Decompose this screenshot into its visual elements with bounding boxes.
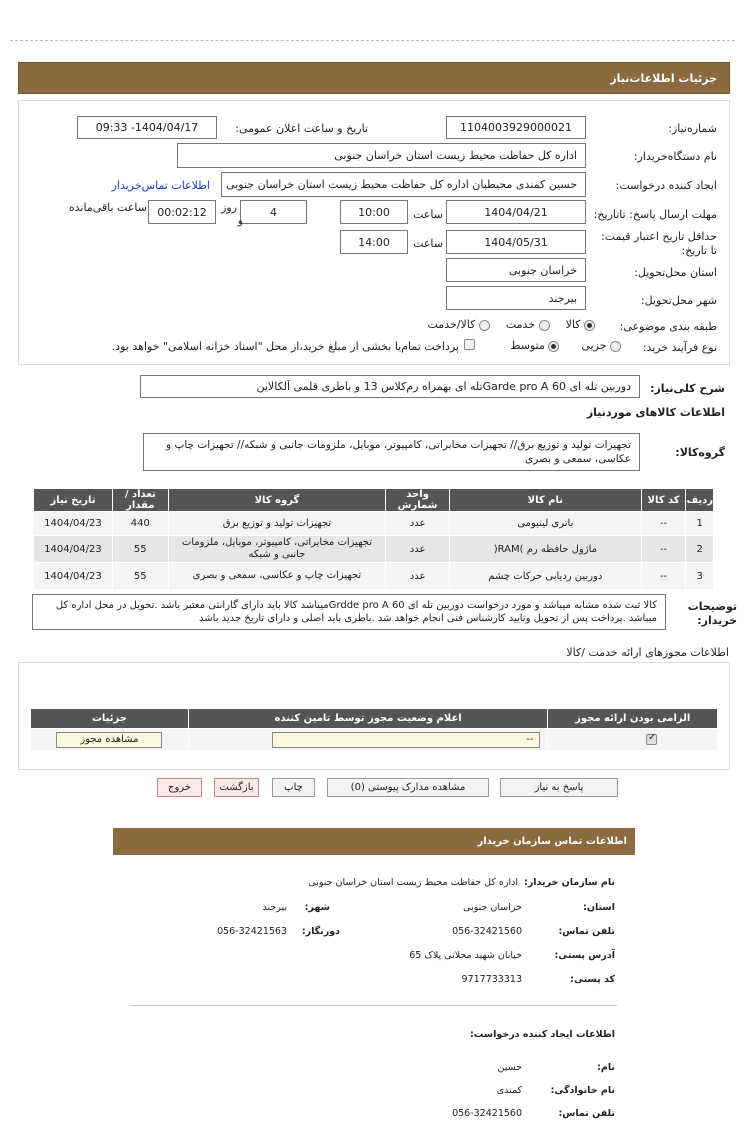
contact-phone-value-wrap (452, 926, 522, 937)
cell: 440 (112, 512, 168, 536)
cell: باتری لیتیومی (450, 512, 642, 536)
cell: -- (641, 512, 686, 536)
goods-table (33, 488, 714, 590)
col-header: ردیف (686, 489, 714, 512)
cell: تجهیزات مخابراتی، کامپیوتر، موبایل، ملزومات جانبی و شبکه (168, 536, 386, 563)
cell: دوربین ردیابی حرکات چشم (450, 563, 642, 590)
creator-family-label-wrap (551, 1085, 615, 1096)
validity-time-label: ساعت (413, 237, 443, 250)
creator-phone-value: 056-32421560 (452, 1108, 522, 1119)
cell: 1404/04/23 (34, 563, 113, 590)
goods-section-title: اطلاعات کالاهای موردنیاز (586, 406, 725, 419)
goods-group-field: تجهیزات تولید و توزیع برق// تجهیزات مخابراتی، کامپیوتر، موبایل، ملزومات جانبی و شبکه// تجهیزات چاپ و عکاسی، سمعی و بصری (143, 433, 640, 471)
cell: -- (641, 536, 686, 563)
contact-postal-label: کد پستی: (570, 974, 615, 985)
process-label: نوع فرآیند خرید: (642, 341, 717, 354)
contact-phone-label: تلفن تماس: (558, 926, 615, 937)
status-cell (188, 729, 548, 751)
contact-header-bar (113, 828, 635, 855)
deadline-time-field: 10:00 (340, 200, 408, 224)
back-button[interactable]: بازگشت (214, 778, 259, 797)
contact-address-value-wrap (409, 950, 522, 961)
contact-province-value-wrap (463, 902, 522, 913)
deadline-label: مهلت ارسال پاسخ: تاتاریخ: (593, 208, 717, 221)
creator-title: اطلاعات ایجاد کننده درخواست: (469, 1029, 615, 1040)
reply-button[interactable]: پاسخ به نیاز (500, 778, 618, 797)
contact-fax-label: دورنگار: (301, 926, 340, 937)
validity-label: حداقل تاریخ اعتبار قیمت: تا تاریخ: (601, 230, 717, 257)
creator-family-value: کمندی (496, 1085, 522, 1096)
buyer-notes-label: توضیحات خریدار: (687, 600, 737, 627)
summary-label: شرح کلی‌نیاز: (650, 382, 725, 395)
required-cell (548, 729, 718, 751)
creator-field: حسین کمندی محیطبان اداره کل حفاظت محیط زیست استان خراسان جنوبی (221, 172, 586, 197)
contact-org-row (308, 877, 615, 888)
buyer-notes-field: کالا ثبت شده مشابه میباشد و مورد درخواست دوربین تله ای Grdde pro A 60میباشد کالا باید دارای گارانتی معتبر باشد .تحویل در محل اداره کل میباشد .پرداخت پس از تحویل وتایید کارشناس فنی انجام خواهد شد .باطری باید اصلی و دارای تاریخ جدید باشد (32, 594, 666, 630)
page-title: جزئیات اطلاعات‌نیاز (610, 71, 717, 85)
required-checkbox[interactable] (646, 731, 657, 745)
validity-time-field: 14:00 (340, 230, 408, 254)
cell: تجهیزات تولید و توزیع برق (168, 512, 386, 536)
attachments-button[interactable]: مشاهده مدارک پیوستی (0) (327, 778, 489, 797)
day-label: روز (221, 201, 237, 214)
creator-phone-label: تلفن تماس: (558, 1108, 615, 1119)
cell: -- (641, 563, 686, 590)
contact-city-value-wrap (263, 902, 287, 913)
contact-city-label-wrap (305, 902, 330, 913)
creator-name-value-wrap (498, 1062, 522, 1073)
contact-postal-value: 9717733313 (461, 974, 522, 985)
check-icon: ✓ (648, 731, 657, 743)
radio-icon[interactable] (539, 320, 550, 331)
remaining-time-field: 00:02:12 (148, 200, 216, 224)
contact-postal-value-wrap (462, 974, 522, 985)
permits-title: اطلاعات مجوزهای ارائه خدمت /کالا (566, 646, 729, 659)
category-label: طبقه بندی موضوعی: (619, 320, 717, 333)
buyer-org-label: نام دستگاه‌خریدار: (633, 150, 717, 163)
contact-address-label-wrap (554, 950, 615, 961)
category-option-service[interactable]: خدمت (506, 318, 550, 331)
contact-fax-value: 056-32421563 (217, 926, 287, 937)
radio-selected-icon[interactable] (584, 320, 595, 331)
treasury-checkbox[interactable] (464, 339, 475, 350)
table-row (34, 563, 714, 590)
cell: تجهیزات چاپ و عکاسی، سمعی و بصری (168, 563, 386, 590)
category-option-both[interactable]: کالا/خدمت (428, 318, 490, 331)
radio-icon[interactable] (610, 341, 621, 352)
contact-info-link[interactable]: اطلاعات تماس‌خریدار (111, 179, 210, 192)
cell: ماژول حافظه رم )RAM( (450, 536, 642, 563)
province-label: استان محل‌تحویل: (634, 266, 717, 279)
summary-field: دوربین تله ای Garde pro A 60تله ای بهمراه رم‌کلاس 13 و باطری قلمی آلکالاین (140, 375, 640, 398)
creator-name-label: نام: (597, 1062, 615, 1073)
creator-name-label-wrap (597, 1062, 615, 1073)
col-header: تاریخ نیاز (34, 489, 113, 512)
creator-label: ایجاد کننده درخواست: (615, 179, 717, 192)
permit-status-field: -- (272, 732, 540, 748)
city-label: شهر محل‌تحویل: (640, 294, 717, 307)
permits-table (30, 708, 718, 751)
process-option-medium[interactable]: متوسط (510, 339, 559, 352)
contact-org-value: اداره کل حفاظت محیط زیست استان خراسان جنوبی (308, 877, 518, 888)
province-field: خراسان جنوبی (446, 258, 586, 282)
process-radio-group (510, 339, 621, 352)
details-cell (31, 729, 189, 751)
announce-field: 1404/04/17- 09:33 (77, 116, 217, 139)
city-field: بیرجند (446, 286, 586, 310)
cell: 55 (112, 536, 168, 563)
col-header: نام کالا (450, 489, 642, 512)
announce-label: تاریخ و ساعت اعلان عمومی: (235, 122, 368, 135)
cell: 55 (112, 563, 168, 590)
col-header: اعلام وضعیت مجوز توسط تامین کننده (188, 709, 548, 729)
creator-phone-label-wrap (558, 1108, 615, 1119)
cell: عدد (386, 563, 450, 590)
need-number-label: شماره‌نیاز: (668, 122, 717, 135)
table-row (34, 512, 714, 536)
cell: عدد (386, 536, 450, 563)
cell: 2 (686, 536, 714, 563)
permits-table-header (31, 709, 718, 729)
contact-city-label: شهر: (304, 902, 330, 913)
creator-family-label: نام خانوادگی: (550, 1085, 615, 1096)
creator-title-wrap (470, 1029, 615, 1040)
col-header: الزامی بودن ارائه مجوز (548, 709, 718, 729)
process-option-minor[interactable]: جزیی (581, 339, 621, 352)
contact-province-value: خراسان جنوبی (463, 902, 522, 913)
contact-fax-value-wrap (217, 926, 287, 937)
cell: 1404/04/23 (34, 536, 113, 563)
cell: 1 (686, 512, 714, 536)
top-divider (10, 40, 735, 41)
contact-phone-value: 056-32421560 (452, 926, 522, 937)
exit-button[interactable]: خروج (157, 778, 202, 797)
details-header-bar (18, 62, 730, 94)
deadline-date-field: 1404/04/21 (446, 200, 586, 224)
need-number-field: 1104003929000021 (446, 116, 586, 139)
contact-city-value: بیرجند (262, 902, 287, 913)
contact-fax-label-wrap (302, 926, 340, 937)
deadline-time-label: ساعت (413, 208, 443, 221)
contact-province-label: استان: (583, 902, 615, 913)
days-field: 4 (240, 200, 307, 224)
remaining-label: ساعت باقی‌مانده (68, 201, 147, 214)
print-button[interactable]: چاپ (272, 778, 315, 797)
col-header: گروه کالا (168, 489, 386, 512)
category-radio-group (428, 318, 596, 331)
radio-selected-icon[interactable] (548, 341, 559, 352)
creator-family-value-wrap (497, 1085, 522, 1096)
category-option-goods[interactable]: کالا (566, 318, 595, 331)
col-header: جزئیات (31, 709, 189, 729)
col-header: تعداد / مقدار (112, 489, 168, 512)
goods-group-label: گروه‌کالا: (675, 446, 725, 459)
goods-table-header (34, 489, 714, 512)
contact-postal-label-wrap (570, 974, 615, 985)
cell: 3 (686, 563, 714, 590)
creator-phone-value-wrap (452, 1108, 522, 1119)
cell: 1404/04/23 (34, 512, 113, 536)
contact-header-title: اطلاعات تماس سازمان خریدار (477, 836, 627, 847)
contact-divider (130, 1005, 617, 1006)
payment-note: پرداخت تمام‌یا بخشی از مبلغ خرید،از محل "اسناد خزانه اسلامی" خواهد بود. (111, 340, 459, 353)
col-header: کد کالا (641, 489, 686, 512)
table-row (31, 729, 718, 751)
view-permit-button[interactable]: مشاهده مجوز (56, 732, 162, 748)
contact-address-label: آدرس پستی: (554, 950, 615, 961)
buyer-org-field: اداره کل حفاظت محیط زیست استان خراسان جنوبی (177, 143, 586, 168)
col-header: واحد شمارش (386, 489, 450, 512)
contact-phone-label-wrap (558, 926, 615, 937)
validity-date-field: 1404/05/31 (446, 230, 586, 254)
contact-address-value: خیابان شهید محلاتی پلاک 65 (409, 950, 522, 961)
contact-org-label: نام سازمان خریدار: (524, 877, 615, 888)
creator-name-value: حسین (497, 1062, 522, 1073)
table-row (34, 536, 714, 563)
radio-icon[interactable] (479, 320, 490, 331)
contact-province-label-wrap (583, 902, 615, 913)
and-label: و (237, 214, 243, 227)
cell: عدد (386, 512, 450, 536)
